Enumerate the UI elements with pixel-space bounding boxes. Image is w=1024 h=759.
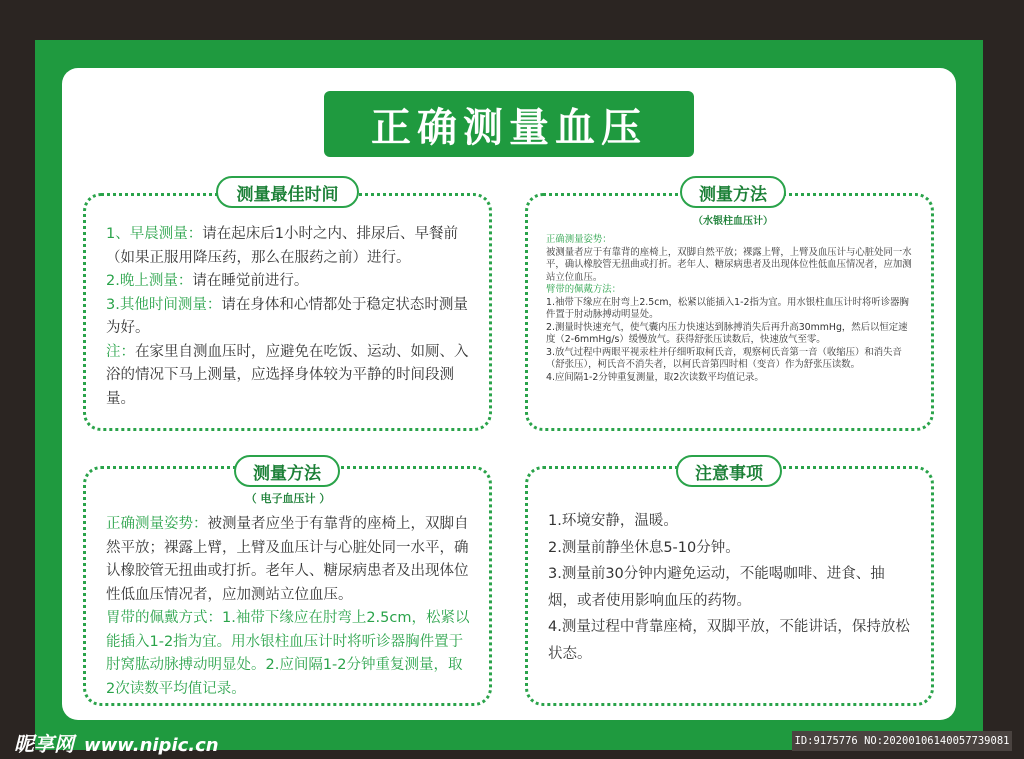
electronic-posture: 正确测量姿势：被测量者应坐于有靠背的座椅上，双脚自然平放；裸露上臂，上臂及血压计与心脏处同一水平，确认橡胶管无扭曲或打折。老年人、糖尿病患者及出现体位性低血压情况者，应加测站立位血压。 [106,516,469,603]
mercury-step: 2.测量时快速充气，使气囊内压力快速达到脉搏消失后再升高30mmHg，然后以恒定速度（2-6mmHg/s）缓慢放气。获得舒张压读数后，快速放气至零。 [546,321,908,345]
mercury-step: 1.袖带下缘应在肘弯上2.5cm，松紧以能插入1-2指为宜。用水银柱血压计时将听诊器胸件置于肘动脉搏动明显处。 [546,296,909,320]
page-title: 正确测量血压 [324,91,694,157]
electronic-method-title: 测量方法 [234,455,340,487]
electronic-cuff: 胃带的佩戴方式：1.袖带下缘应在肘弯上2.5cm，松紧以能插入1-2指为宜。用水银柱血压计时将听诊器胸件置于肘窝肱动脉搏动明显处。2.应间隔1-2分钟重复测量，取2次读数平均值记录。 [106,610,470,697]
mercury-cuff-label: 臂带的佩戴方法： [546,284,622,295]
watermark-logo [14,728,219,757]
mercury-step: 3.放气过程中两眼平视汞柱并仔细听取柯氏音，观察柯氏音第一音（收缩压）和消失音（舒张压），柯氏音不消失者，以柯氏音第四时相（变音）作为舒张压读数。 [546,346,902,370]
electronic-method-subtitle: （ 电子血压计 ） [245,492,331,505]
best-time-text [106,223,470,411]
mercury-posture-text: 被测量者应于有靠背的座椅上，双脚自然平放；裸露上臂，上臂及血压计与心脏处同一水平，确认橡胶管无扭曲或打折。老年人、糖尿病患者及出现体位性低血压情况者，应加测站立位血压。 [546,246,912,283]
watermark-brand: 昵享网 [14,732,74,756]
best-time-item: 1、早晨测量：请在起床后1小时之内、排尿后、早餐前（如果正服用降压药，那么在服药之前）进行。 [106,226,458,266]
precaution-item: 1.环境安静，温暖。 [548,513,678,529]
precaution-item: 4.测量过程中背靠座椅，双脚平放，不能讲话，保持放松状态。 [548,619,910,662]
precaution-item: 2.测量前静坐休息5-10分钟。 [548,539,740,556]
mercury-posture-label: 正确测量姿势： [546,234,612,245]
precautions-title: 注意事项 [676,455,782,487]
best-time-title: 测量最佳时间 [216,176,359,208]
best-time-item: 2.晚上测量：请在睡觉前进行。 [106,273,309,289]
precautions-text [548,508,910,667]
mercury-step: 4.应间隔1-2分钟重复测量，取2次读数平均值记录。 [546,371,764,383]
watermark-id: ID:9175776 NO:20200106140057739081 [792,731,1012,751]
best-time-item: 3.其他时间测量：请在身体和心情都处于稳定状态时测量为好。 [106,296,468,336]
mercury-method-text [546,234,916,384]
best-time-item: 注：在家里自测血压时，应避免在吃饭、运动、如厕、入浴的情况下马上测量，应选择身体较为平静的时间段测量。 [106,343,469,407]
watermark-url: www.nipic.cn [84,735,219,756]
mercury-method-title: 测量方法 [680,176,786,208]
mercury-method-subtitle: （水银柱血压计） [693,216,773,227]
precaution-item: 3.测量前30分钟内避免运动，不能喝咖啡、进食、抽烟，或者使用影响血压的药物。 [548,566,885,609]
electronic-method-text [106,513,470,701]
